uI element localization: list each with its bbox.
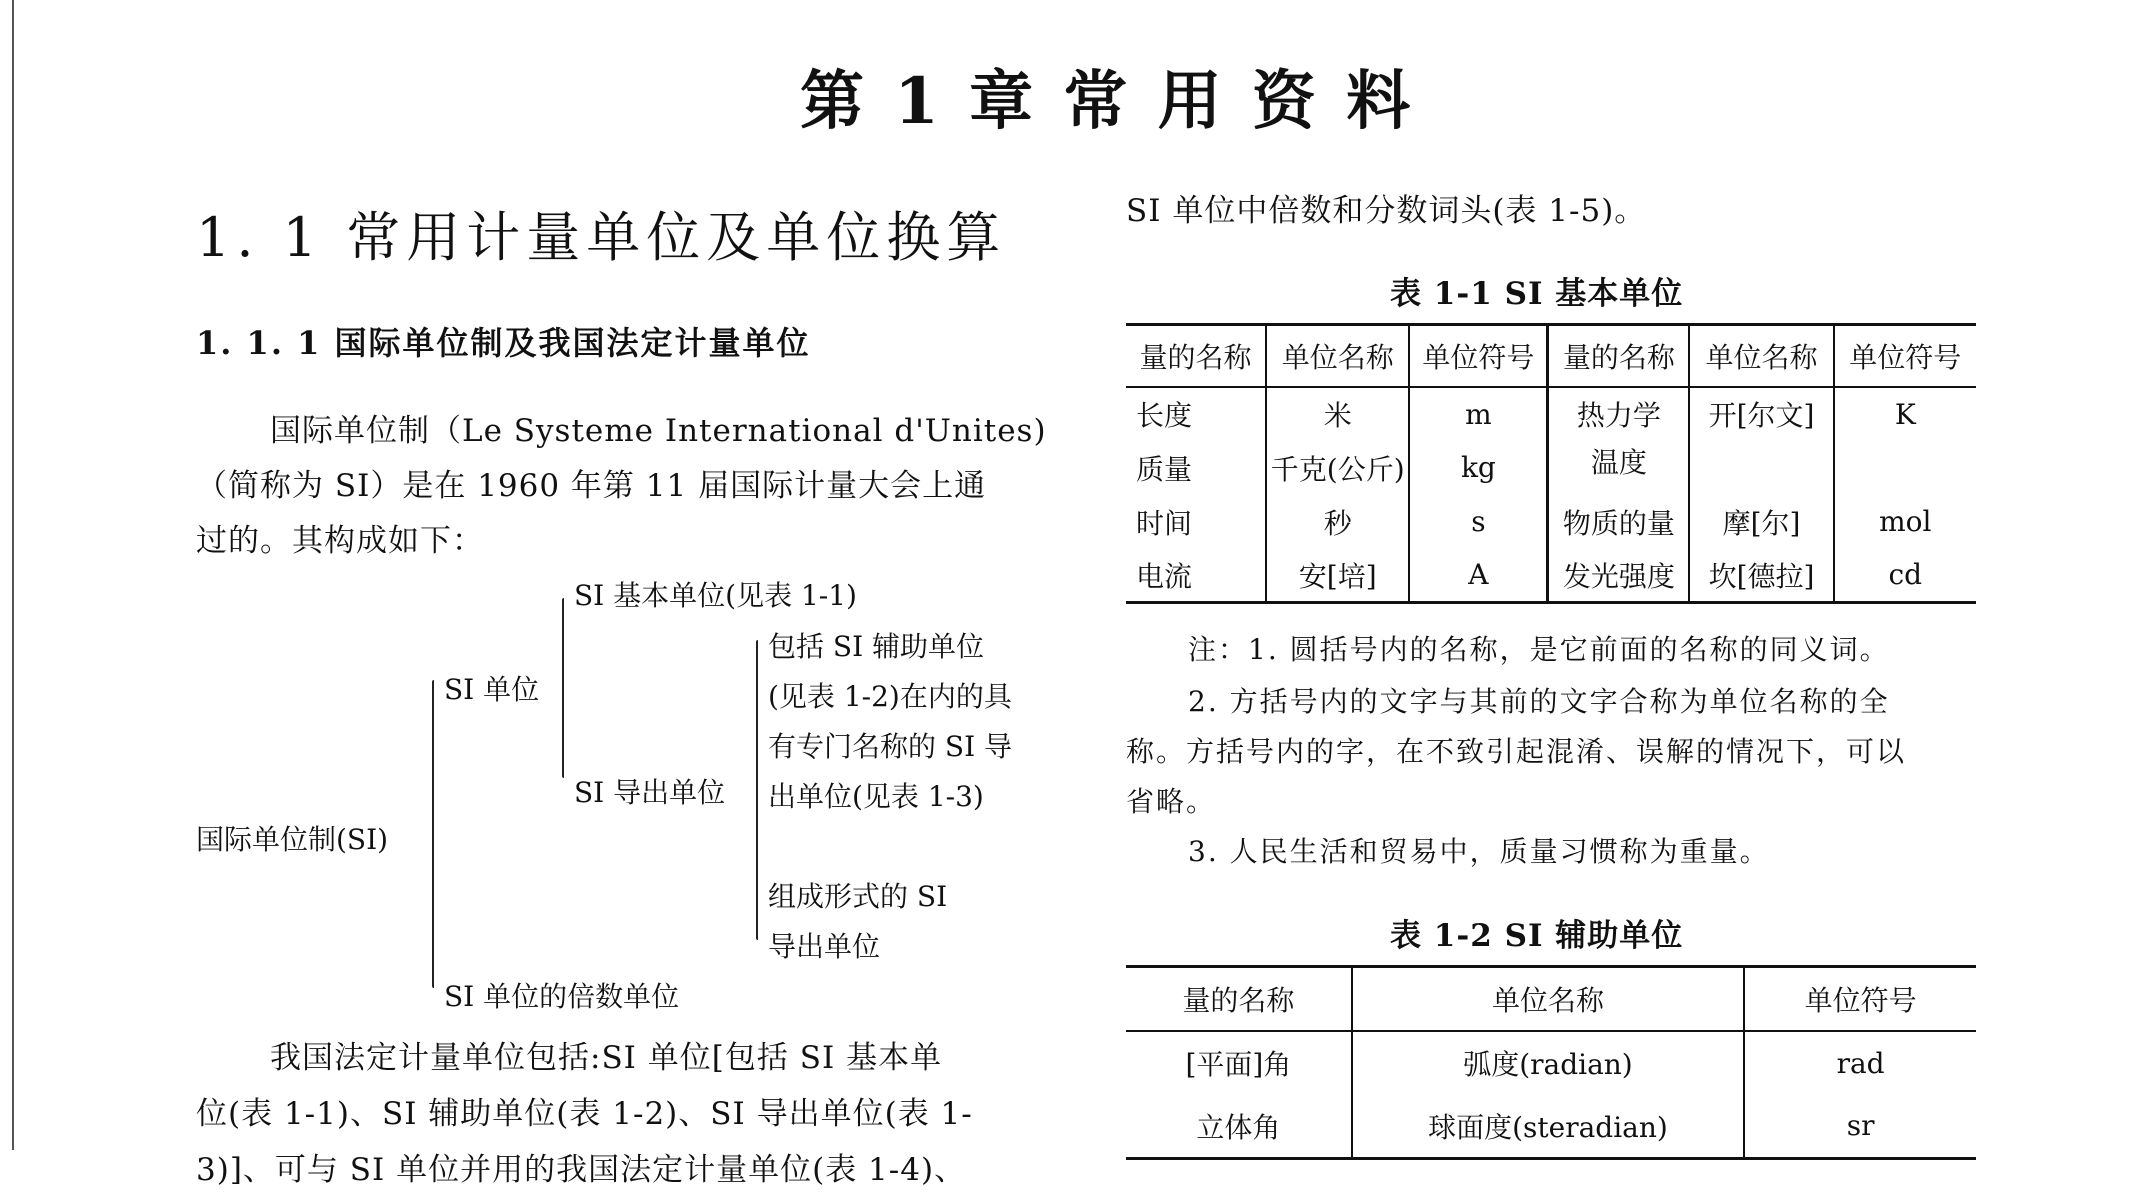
brace-si-unit xyxy=(562,598,564,778)
tree-si-derived: SI 导出单位 xyxy=(574,776,726,809)
t1-cell: 摩[尔] xyxy=(1689,495,1833,549)
note-line-2: 2. 方括号内的文字与其前的文字合称为单位名称的全 xyxy=(1188,685,1890,718)
note-line-5: 3. 人民生活和贸易中，质量习惯称为重量。 xyxy=(1188,835,1770,868)
t1-header-cell: 单位符号 xyxy=(1409,325,1548,387)
t1-header-cell: 单位名称 xyxy=(1266,325,1409,387)
t1-header-cell: 单位符号 xyxy=(1849,340,1962,374)
legal-line-3: 3)]、可与 SI 单位并用的我国法定计量单位(表 1-4)、 xyxy=(196,1152,967,1188)
t1-header-cell: 量的名称 xyxy=(1548,325,1689,387)
table-1-2 xyxy=(1126,965,1976,1160)
t2-cell: 弧度(radian) xyxy=(1352,1031,1744,1095)
chapter-title: 第 1 章 常 用 资 料 xyxy=(800,64,1415,139)
t1-cell: 坎[德拉] xyxy=(1689,549,1833,603)
t2-cell: sr xyxy=(1846,1109,1875,1143)
note-line-4: 省略。 xyxy=(1126,785,1217,818)
note-line-1: 注：1. 圆括号内的名称，是它前面的名称的同义词。 xyxy=(1188,633,1890,666)
intro-line-1: 国际单位制（Le Systeme International d'Unites) xyxy=(270,413,1047,449)
section-heading-1-1: 1. 1 常用计量单位及单位换算 xyxy=(196,206,1007,269)
t2-cell: 球面度(steradian) xyxy=(1352,1095,1744,1159)
t1-cell xyxy=(1689,441,1833,495)
table1-caption: 表 1-1 SI 基本单位 xyxy=(1390,276,1684,312)
table-row xyxy=(1126,495,1976,549)
t2-header-cell: 量的名称 xyxy=(1126,967,1352,1031)
tree-si-multiple: SI 单位的倍数单位 xyxy=(444,980,680,1013)
legal-line-1: 我国法定计量单位包括:SI 单位[包括 SI 基本单 xyxy=(270,1040,943,1076)
t1-header-cell: 量的名称 xyxy=(1126,325,1266,387)
brace-si-derived xyxy=(756,640,758,940)
t1-cell: A xyxy=(1409,549,1548,603)
tree-derived-composed-1: 组成形式的 SI xyxy=(768,880,948,913)
t1-cell: 开[尔文] xyxy=(1689,387,1833,441)
t1-cell: mol xyxy=(1879,505,1932,538)
page-edge-line xyxy=(12,0,14,1150)
t2-header-cell: 单位名称 xyxy=(1352,967,1744,1031)
t1-cell: s xyxy=(1409,495,1548,549)
tree-derived-named-3: 有专门名称的 SI 导 xyxy=(768,730,1013,763)
intro-line-2: （简称为 SI）是在 1960 年第 11 届国际计量大会上通 xyxy=(196,468,987,504)
table2-caption: 表 1-2 SI 辅助单位 xyxy=(1390,918,1684,954)
tree-derived-named-4: 出单位(见表 1-3) xyxy=(768,780,984,813)
t1-cell: 秒 xyxy=(1266,495,1409,549)
t2-header-cell: 单位符号 xyxy=(1804,983,1917,1017)
t1-cell: 安[培] xyxy=(1266,549,1409,603)
t1-cell: 质量 xyxy=(1126,441,1266,495)
t1-cell: 电流 xyxy=(1126,549,1266,603)
t2-cell: rad xyxy=(1836,1046,1885,1080)
tree-derived-named-2: (见表 1-2)在内的具 xyxy=(768,680,1012,713)
tree-derived-composed-2: 导出单位 xyxy=(768,930,881,963)
table-1-1 xyxy=(1126,323,1976,604)
tree-derived-named-1: 包括 SI 辅助单位 xyxy=(768,630,985,663)
legal-line-2: 位(表 1-1)、SI 辅助单位(表 1-2)、SI 导出单位(表 1- xyxy=(196,1096,973,1132)
brace-root xyxy=(432,680,434,988)
t1-cell: cd xyxy=(1888,558,1923,592)
t1-cell: 温度 xyxy=(1548,441,1689,495)
table-row xyxy=(1126,387,1976,441)
section-heading-1-1-1: 1. 1. 1 国际单位制及我国法定计量单位 xyxy=(196,324,811,362)
t1-cell xyxy=(1834,441,1976,495)
right-top-line: SI 单位中倍数和分数词头(表 1-5)。 xyxy=(1126,193,1647,229)
t1-cell: 时间 xyxy=(1126,495,1266,549)
note-line-3: 称。方括号内的字，在不致引起混淆、误解的情况下，可以 xyxy=(1126,735,1907,768)
table-row xyxy=(1126,549,1976,603)
table-row xyxy=(1126,441,1976,495)
t1-cell: kg xyxy=(1409,441,1548,495)
t2-cell: [平面]角 xyxy=(1126,1031,1352,1095)
table-row xyxy=(1126,1095,1976,1159)
t1-cell: 米 xyxy=(1266,387,1409,441)
t1-cell: m xyxy=(1409,387,1548,441)
tree-si-base: SI 基本单位(见表 1-1) xyxy=(574,579,857,612)
t1-cell: 发光强度 xyxy=(1548,549,1689,603)
t1-cell: K xyxy=(1894,397,1916,431)
tree-root: 国际单位制(SI) xyxy=(196,823,389,856)
t1-cell: 长度 xyxy=(1126,387,1266,441)
tree-si-unit: SI 单位 xyxy=(444,673,540,706)
table-row xyxy=(1126,1031,1976,1095)
t1-cell: 千克(公斤) xyxy=(1266,441,1409,495)
t1-cell: 物质的量 xyxy=(1548,495,1689,549)
t2-cell: 立体角 xyxy=(1126,1095,1352,1159)
t1-header-cell: 单位名称 xyxy=(1689,325,1833,387)
intro-line-3: 过的。其构成如下： xyxy=(196,523,484,559)
t1-cell: 热力学 xyxy=(1548,387,1689,441)
